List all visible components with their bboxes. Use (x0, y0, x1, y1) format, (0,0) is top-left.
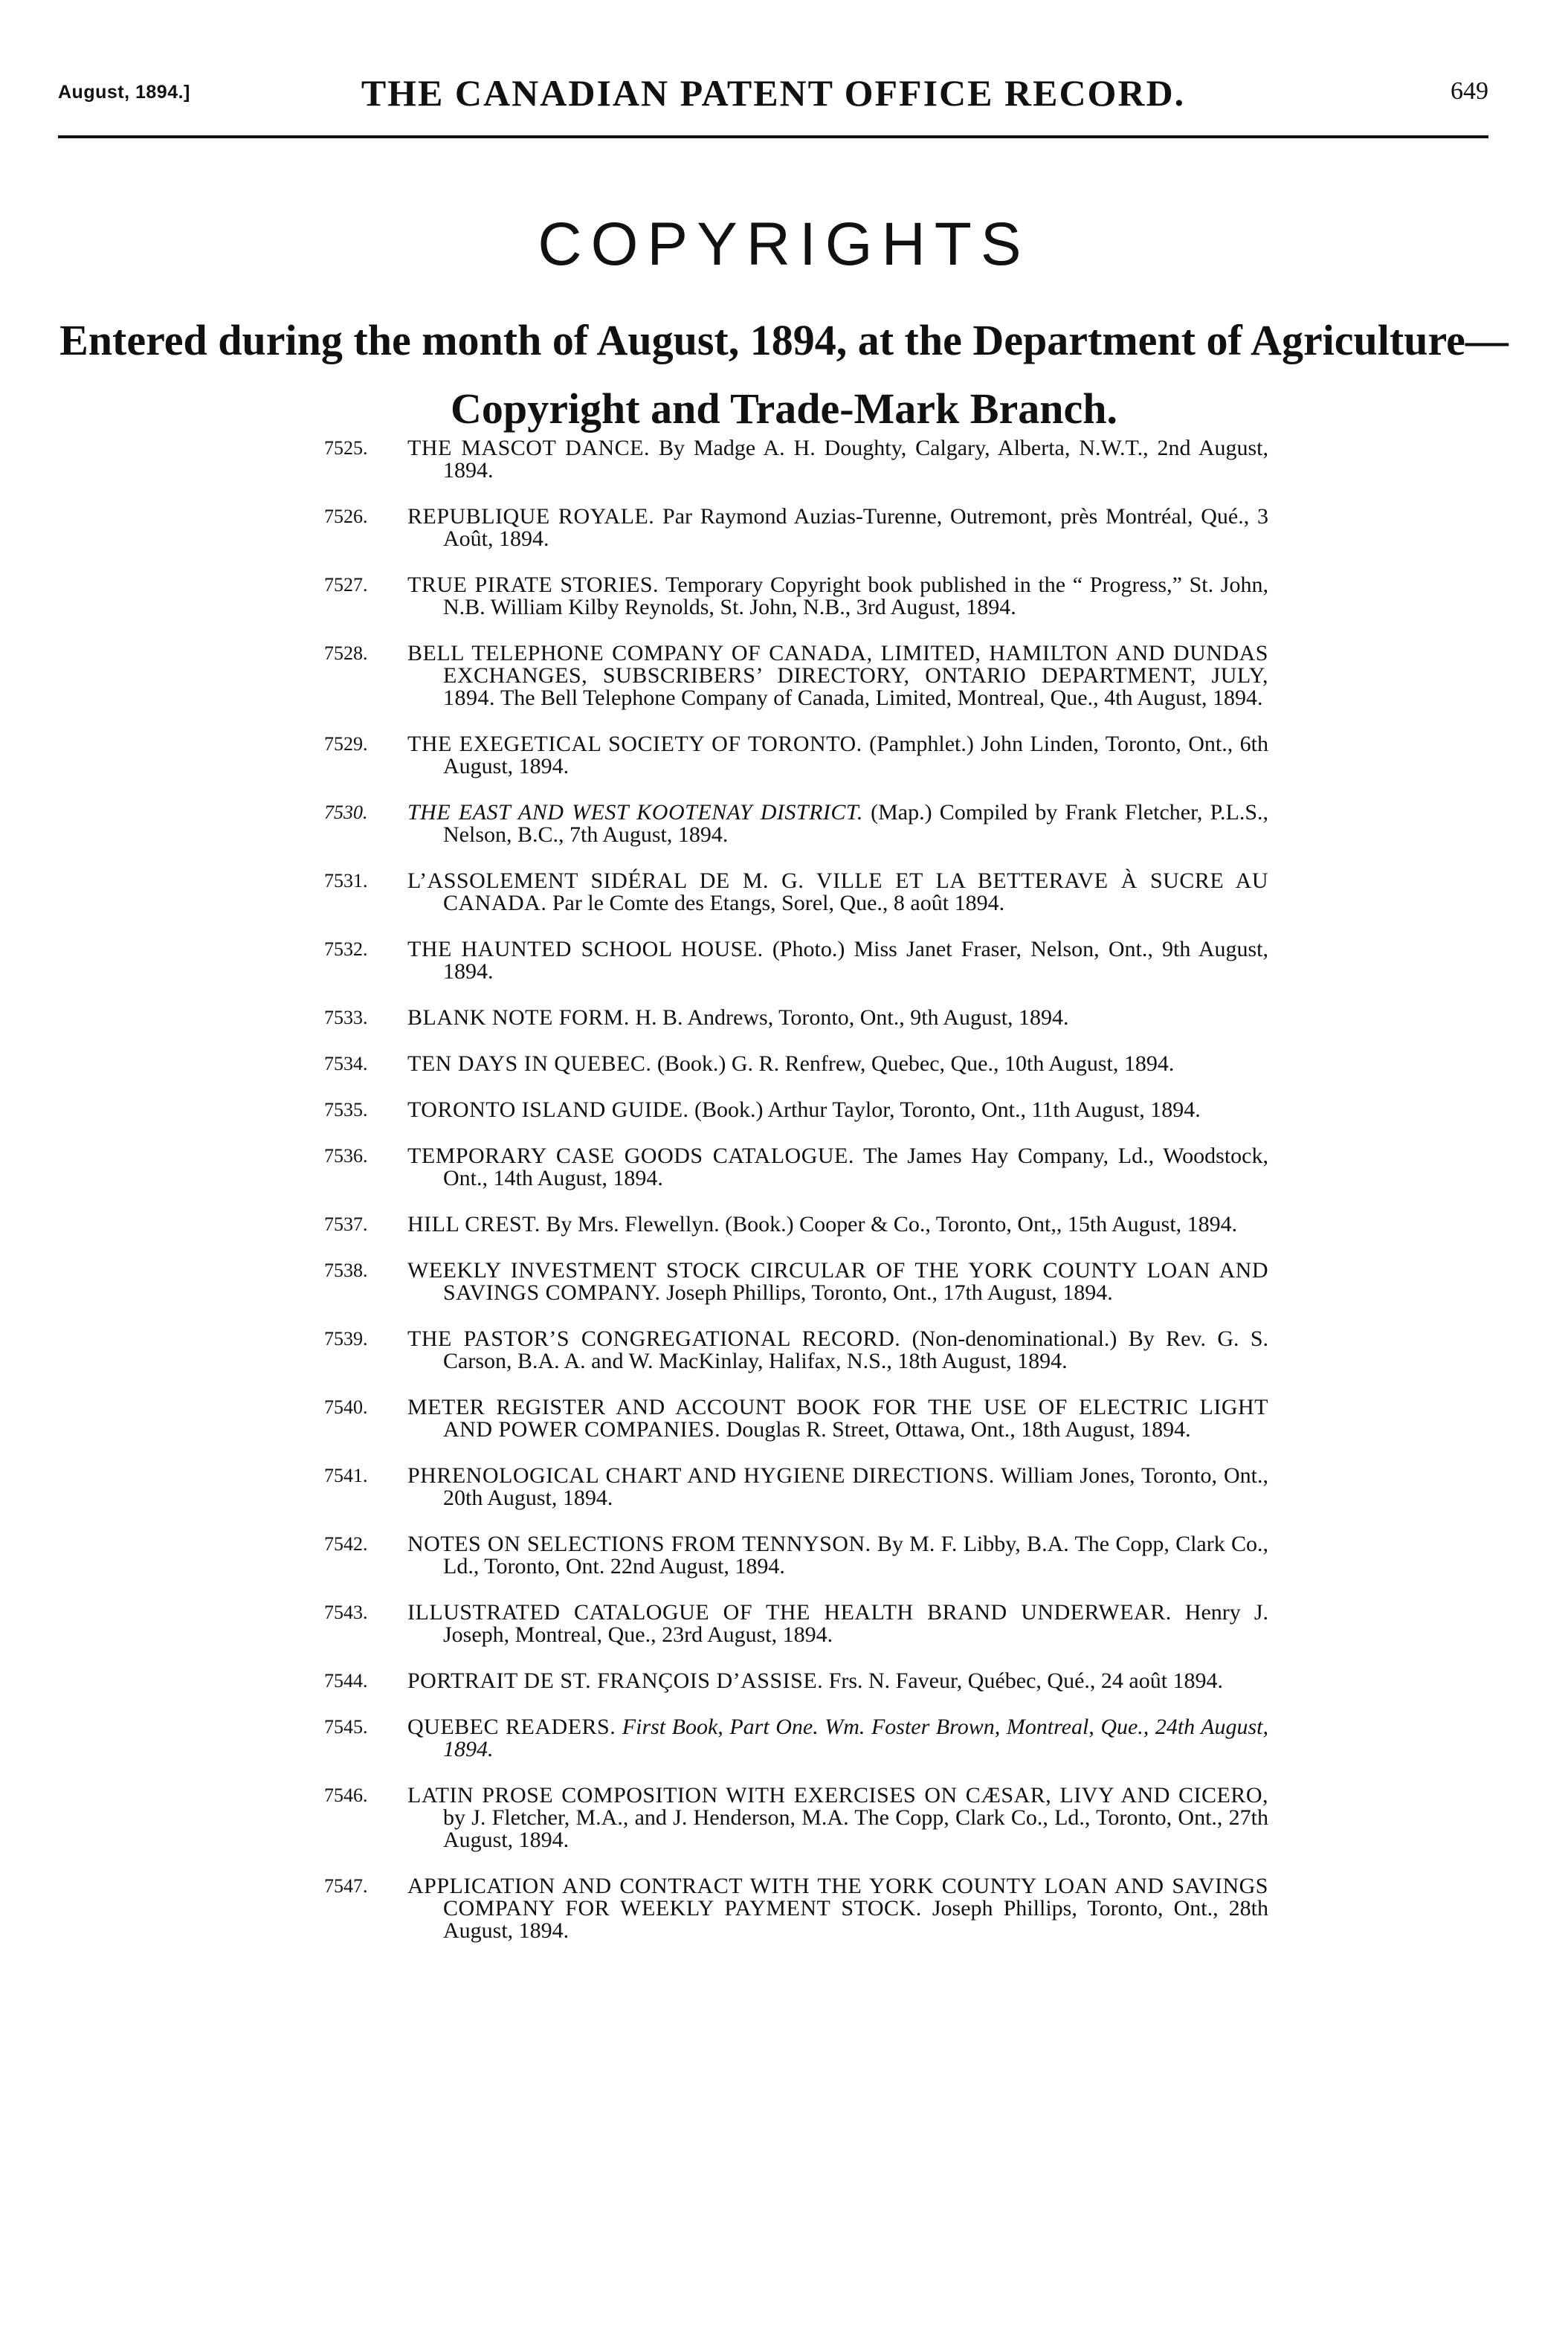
copyright-entry (324, 574, 1268, 619)
copyright-entry (324, 1396, 1268, 1441)
entry-details: (Pamphlet.) John Linden, Toronto, Ont., 6th August, 1894. (443, 732, 1269, 778)
entry-number: 7547. (324, 1875, 368, 1897)
copyright-entries-list (324, 437, 1268, 1942)
subtitle-line-2: Copyright and Trade-Mark Branch. (451, 384, 1117, 433)
entry-title: TRUE PIRATE STORIES. (407, 573, 659, 597)
entry-details: The James Hay Company, Ld., Woodstock, Ont., 14th August, 1894. (443, 1144, 1268, 1190)
copyright-entry (324, 1602, 1268, 1646)
entry-details: By M. F. Libby, B.A. The Copp, Clark Co., Ld., Toronto, Ont. 22nd August, 1894. (443, 1532, 1268, 1579)
entry-details: William Jones, Toronto, Ont., 20th August, 1894. (443, 1463, 1268, 1510)
entry-number: 7540. (324, 1396, 368, 1418)
entry-number: 7538. (324, 1260, 368, 1281)
entry-title: PORTRAIT DE ST. FRANÇOIS D’ASSISE. (407, 1668, 824, 1693)
entry-number: 7545. (324, 1716, 368, 1738)
copyright-entry (324, 733, 1268, 778)
entry-number: 7531. (324, 870, 368, 891)
entry-details: Henry J. Joseph, Montreal, Que., 23rd August, 1894. (443, 1600, 1268, 1647)
subtitle-line-1: Entered during the month of August, 1894, at the Department of Agriculture— (59, 316, 1509, 364)
copyright-entry (324, 1213, 1268, 1236)
header-rule (58, 135, 1488, 138)
entry-details: Joseph Phillips, Toronto, Ont., 28th August, 1894. (443, 1896, 1269, 1943)
entry-number: 7529. (324, 733, 368, 755)
copyright-entry (324, 1099, 1268, 1121)
section-subtitle (0, 306, 1568, 443)
entry-title: BLANK NOTE FORM. (407, 1005, 630, 1030)
section-title: COPYRIGHTS (538, 210, 1030, 278)
copyright-entry (324, 1875, 1268, 1942)
entry-details: by J. Fletcher, M.A., and J. Henderson, M.A. The Copp, Clark Co., Ld., Toronto, Ont., 27th August, 1894. (443, 1805, 1268, 1852)
entry-details: First Book, Part One. Wm. Foster Brown, Montreal, Que., 24th August, 1894. (443, 1715, 1269, 1761)
header-date: August, 1894.] (58, 82, 190, 103)
entry-title: BELL TELEPHONE COMPANY OF CANADA, LIMITED, HAMILTON AND DUNDAS EXCHANGES, SUBSCRIBERS’ DIRECTORY, ONTARIO DEPARTMENT, JULY, 1894. (407, 641, 1268, 710)
entry-details: By Madge A. H. Doughty, Calgary, Alberta, N.W.T., 2nd August, 1894. (443, 436, 1268, 483)
copyright-entry (324, 802, 1268, 846)
entry-title: TEN DAYS IN QUEBEC. (407, 1051, 652, 1076)
entry-details: Douglas R. Street, Ottawa, Ont., 18th August, 1894. (726, 1417, 1191, 1442)
copyright-entry (324, 1053, 1268, 1075)
entry-number: 7542. (324, 1533, 368, 1555)
entry-number: 7543. (324, 1602, 368, 1623)
copyright-entry (324, 1533, 1268, 1578)
copyright-entry (324, 1007, 1268, 1029)
entry-title: ILLUSTRATED CATALOGUE OF THE HEALTH BRAND UNDERWEAR. (407, 1600, 1172, 1625)
copyright-entry (324, 1465, 1268, 1509)
entry-title: PHRENOLOGICAL CHART AND HYGIENE DIRECTIONS. (407, 1463, 995, 1488)
entry-details: Temporary Copyright book published in the “ Progress,” St. John, N.B. William Kilby Reynolds, St. John, N.B., 3rd August, 1894. (443, 573, 1268, 619)
entry-title: L’ASSOLEMENT SIDÉRAL DE M. G. VILLE ET LA BETTERAVE À SUCRE AU CANADA. (407, 868, 1268, 915)
entry-title: LATIN PROSE COMPOSITION WITH EXERCISES ON CÆSAR, LIVY AND CICERO, (407, 1783, 1268, 1808)
entry-details: Joseph Phillips, Toronto, Ont., 17th August, 1894. (666, 1280, 1113, 1305)
entry-title: THE EAST AND WEST KOOTENAY DISTRICT. (407, 800, 863, 825)
copyright-entry (324, 1784, 1268, 1851)
entry-title: APPLICATION AND CONTRACT WITH THE YORK COUNTY LOAN AND SAVINGS COMPANY FOR WEEKLY PAYMENT STOCK. (407, 1874, 1268, 1921)
entry-number: 7541. (324, 1465, 368, 1486)
entry-number: 7546. (324, 1784, 368, 1806)
copyright-entry (324, 1716, 1268, 1761)
entry-details: By Mrs. Flewellyn. (Book.) Cooper & Co., Toronto, Ont,, 15th August, 1894. (546, 1212, 1238, 1236)
entry-title: TORONTO ISLAND GUIDE. (407, 1097, 689, 1122)
entry-number: 7534. (324, 1053, 368, 1074)
entry-number: 7537. (324, 1213, 368, 1235)
entry-number: 7535. (324, 1099, 368, 1121)
entry-number: 7544. (324, 1670, 368, 1692)
page-number: 649 (1451, 77, 1488, 105)
running-head (58, 68, 1488, 113)
entry-title: TEMPORARY CASE GOODS CATALOGUE. (407, 1144, 854, 1168)
entry-title: THE PASTOR’S CONGREGATIONAL RECORD. (407, 1326, 901, 1351)
entry-number: 7526. (324, 506, 368, 527)
copyright-entry (324, 437, 1268, 482)
entry-number: 7530. (324, 802, 368, 823)
entry-title: WEEKLY INVESTMENT STOCK CIRCULAR OF THE YORK COUNTY LOAN AND SAVINGS COMPANY. (407, 1258, 1268, 1305)
entry-title: THE HAUNTED SCHOOL HOUSE. (407, 937, 764, 961)
entry-details: (Photo.) Miss Janet Fraser, Nelson, Ont., 9th August, 1894. (443, 937, 1268, 984)
entry-number: 7532. (324, 938, 368, 960)
entry-title: REPUBLIQUE ROYALE. (407, 504, 655, 529)
entry-details: H. B. Andrews, Toronto, Ont., 9th August, 1894. (635, 1005, 1069, 1030)
copyright-entry (324, 506, 1268, 550)
entry-details: (Book.) Arthur Taylor, Toronto, Ont., 11th August, 1894. (694, 1097, 1201, 1122)
copyright-entry (324, 1145, 1268, 1190)
entry-number: 7525. (324, 437, 368, 459)
copyright-entry (324, 1670, 1268, 1692)
entry-details: (Map.) Compiled by Frank Fletcher, P.L.S., Nelson, B.C., 7th August, 1894. (443, 800, 1269, 847)
entry-details: Frs. N. Faveur, Québec, Qué., 24 août 1894. (828, 1668, 1224, 1693)
entry-number: 7527. (324, 574, 368, 596)
entry-details: (Book.) G. R. Renfrew, Quebec, Que., 10th August, 1894. (656, 1051, 1175, 1076)
entry-title: THE EXEGETICAL SOCIETY OF TORONTO. (407, 732, 862, 756)
entry-title: NOTES ON SELECTIONS FROM TENNYSON. (407, 1532, 871, 1556)
entry-details: The Bell Telephone Company of Canada, Limited, Montreal, Que., 4th August, 1894. (500, 686, 1263, 710)
entry-title: HILL CREST. (407, 1212, 541, 1236)
entry-details: Par Raymond Auzias-Turenne, Outremont, près Montréal, Qué., 3 Août, 1894. (443, 504, 1269, 551)
copyright-entry (324, 1328, 1268, 1373)
entry-number: 7536. (324, 1145, 368, 1167)
entry-details: (Non-denominational.) By Rev. G. S. Carson, B.A. A. and W. MacKinlay, Halifax, N.S., 18th August, 1894. (443, 1326, 1269, 1373)
entry-title: QUEBEC READERS. (407, 1715, 616, 1739)
journal-title: THE CANADIAN PATENT OFFICE RECORD. (361, 72, 1186, 114)
copyright-entry (324, 870, 1268, 915)
copyright-entry (324, 642, 1268, 709)
entry-title: THE MASCOT DANCE. (407, 436, 650, 460)
entry-number: 7533. (324, 1007, 368, 1028)
copyright-entry (324, 1260, 1268, 1304)
entry-number: 7539. (324, 1328, 368, 1350)
entry-details: Par le Comte des Etangs, Sorel, Que., 8 août 1894. (552, 891, 1005, 915)
copyright-entry (324, 938, 1268, 983)
entry-number: 7528. (324, 642, 368, 664)
entry-title: METER REGISTER AND ACCOUNT BOOK FOR THE USE OF ELECTRIC LIGHT AND POWER COMPANIES. (407, 1395, 1268, 1442)
